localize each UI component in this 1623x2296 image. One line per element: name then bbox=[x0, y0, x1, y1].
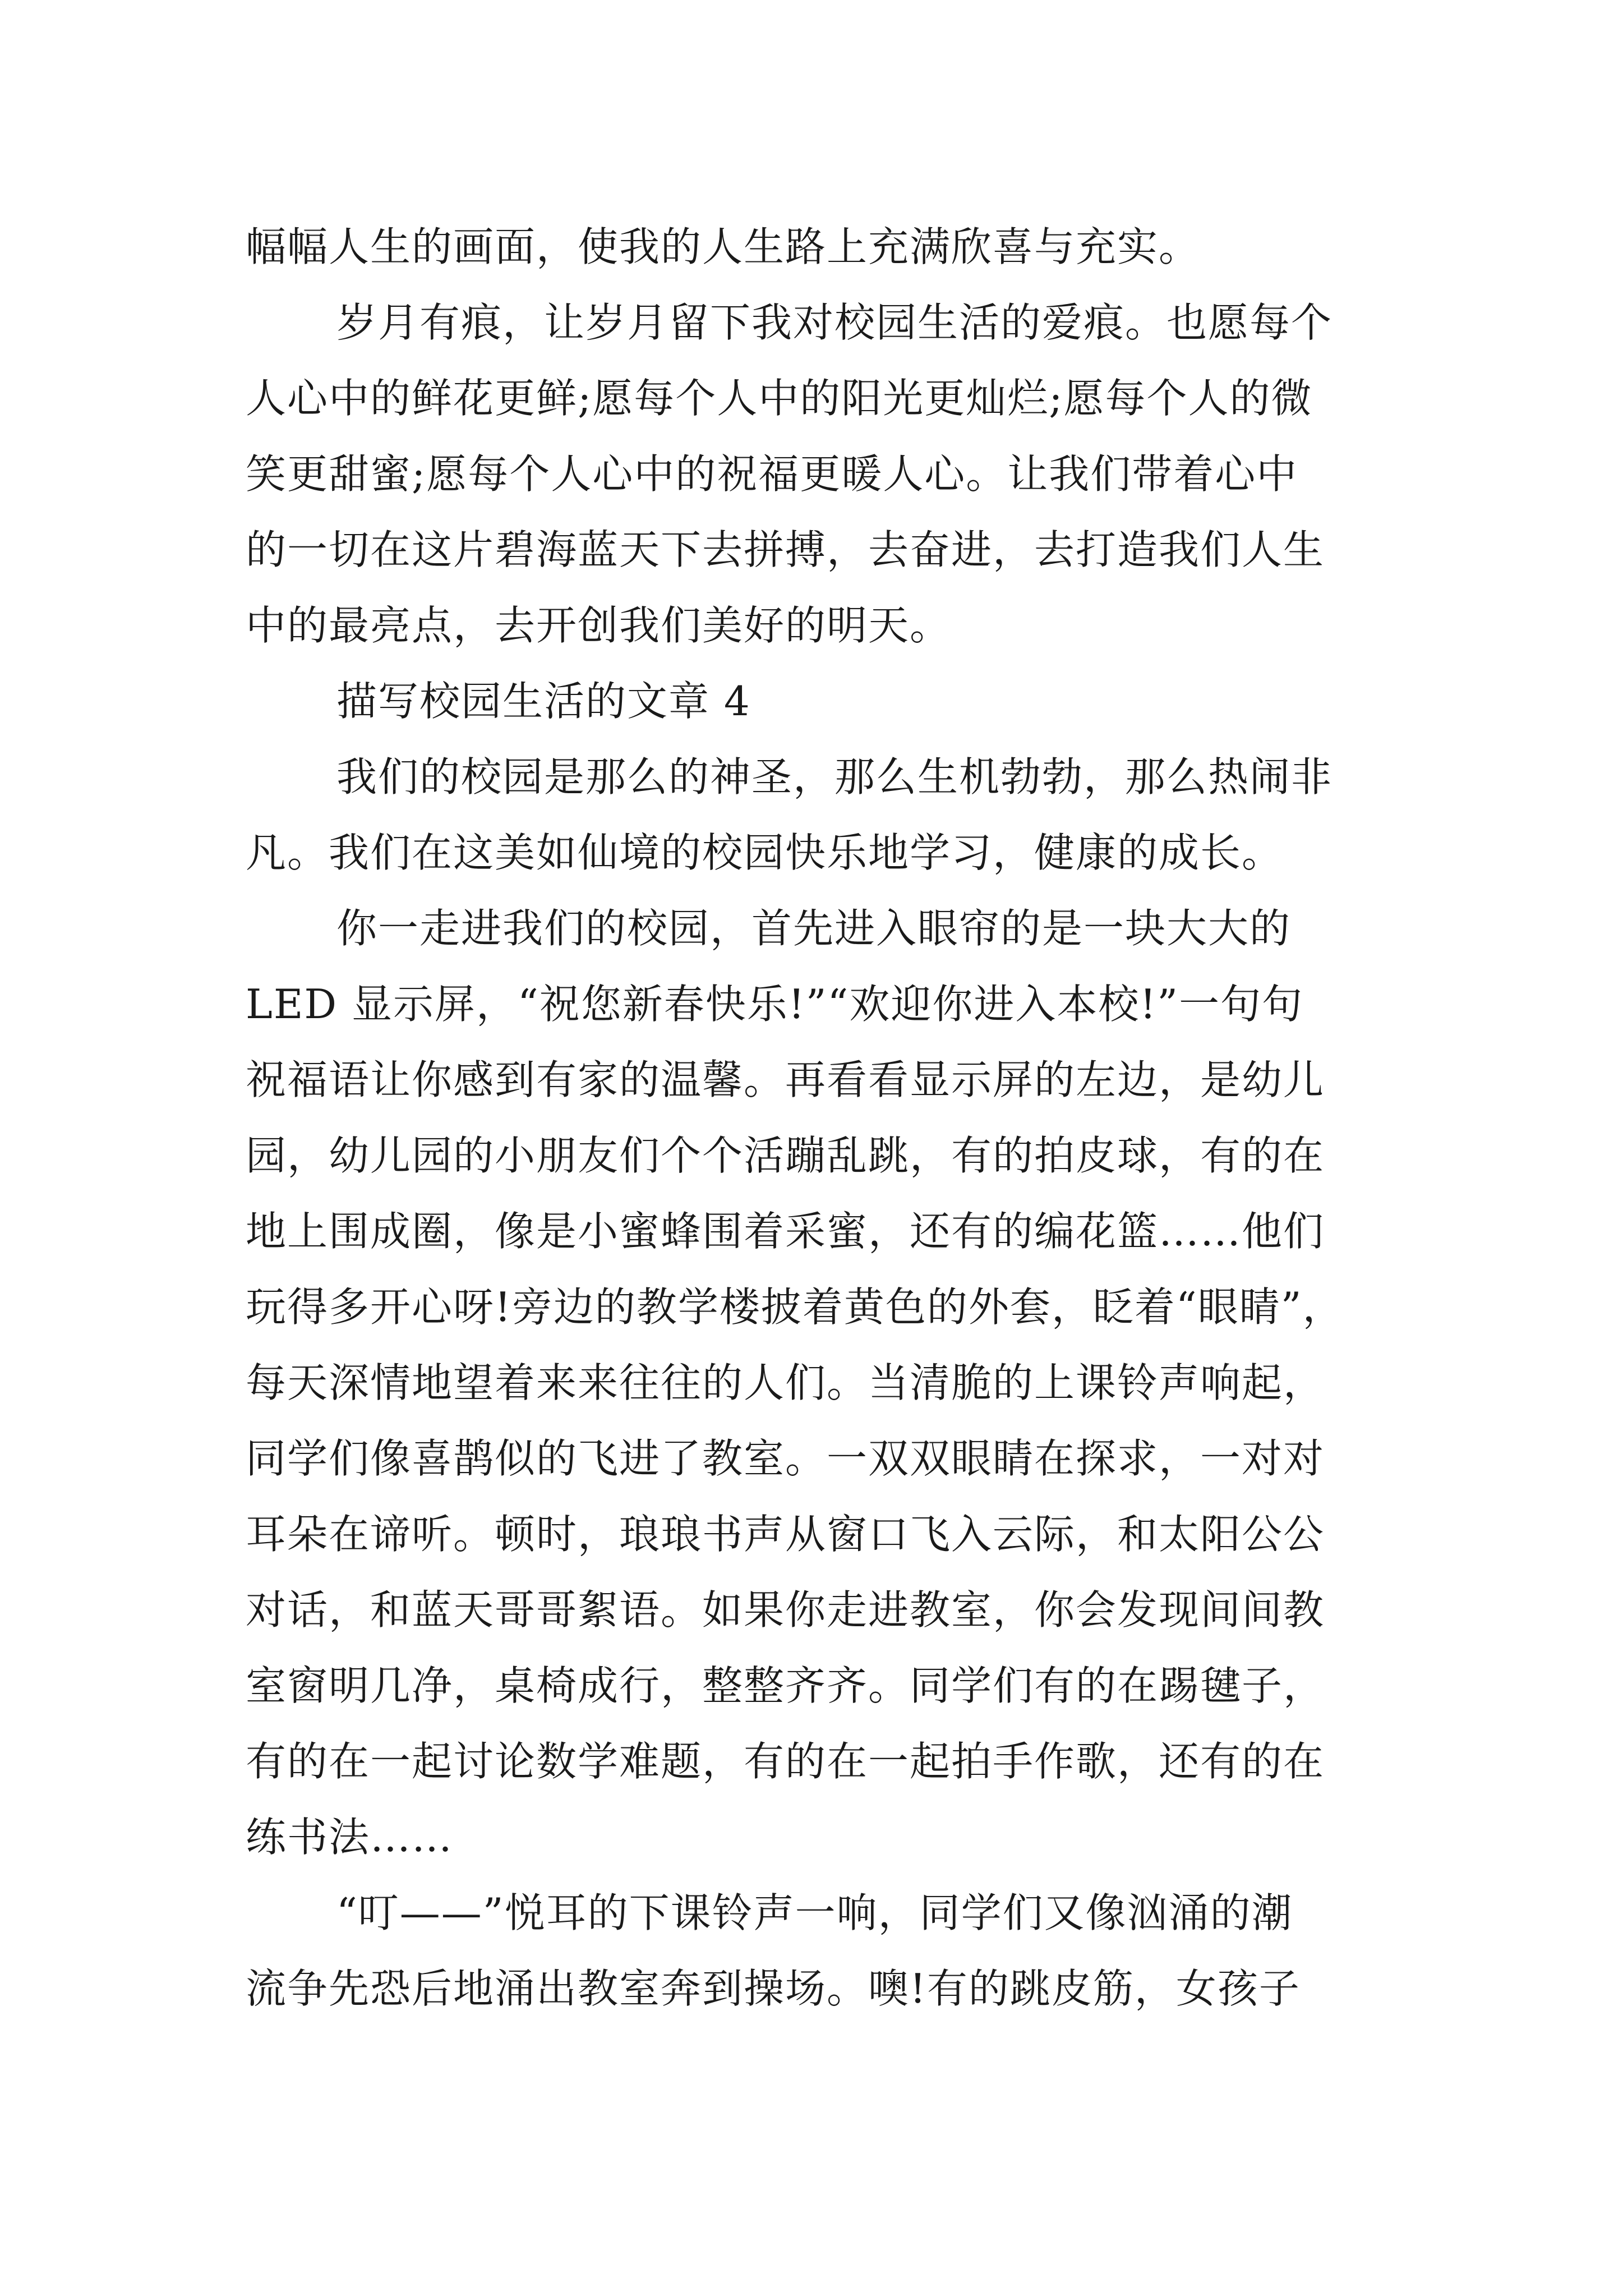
section-heading: 描写校园生活的文章 4 bbox=[336, 678, 751, 725]
text-line: 每天深情地望着来来往往的人们。当清脆的上课铃声响起， bbox=[246, 1359, 1325, 1406]
text-line: 有的在一起讨论数学难题，有的在一起拍手作歌，还有的在 bbox=[246, 1738, 1325, 1785]
text-line: 人心中的鲜花更鲜;愿每个人中的阳光更灿烂;愿每个人的微 bbox=[246, 375, 1313, 422]
text-line: 对话，和蓝天哥哥絮语。如果你走进教室，你会发现间间教 bbox=[246, 1586, 1325, 1634]
text-line: 室窗明几净，桌椅成行，整整齐齐。同学们有的在踢毽子， bbox=[246, 1662, 1325, 1709]
text-line: 耳朵在谛听。顿时，琅琅书声从窗口飞入云际，和太阳公公 bbox=[246, 1511, 1325, 1558]
paragraph-first-line: 岁月有痕，让岁月留下我对校园生活的爱痕。也愿每个 bbox=[336, 299, 1333, 346]
text-line: 同学们像喜鹊似的飞进了教室。一双双眼睛在探求，一对对 bbox=[246, 1435, 1325, 1482]
text-line: 笑更甜蜜;愿每个人心中的祝福更暖人心。让我们带着心中 bbox=[246, 450, 1298, 498]
text-line: 流争先恐后地涌出教室奔到操场。噢!有的跳皮筋，女孩子 bbox=[246, 1965, 1301, 2012]
text-line: 中的最亮点，去开创我们美好的明天。 bbox=[246, 602, 952, 649]
text-line: 的一切在这片碧海蓝天下去拼搏，去奋进，去打造我们人生 bbox=[246, 526, 1325, 573]
text-line: 祝福语让你感到有家的温馨。再看看显示屏的左边，是幼儿 bbox=[246, 1056, 1325, 1103]
paragraph-first-line: “叮——”悦耳的下课铃声一响，同学们又像汹涌的潮 bbox=[336, 1889, 1293, 1936]
text-line: 凡。我们在这美如仙境的校园快乐地学习，健康的成长。 bbox=[246, 829, 1284, 876]
text-line: 幅幅人生的画面，使我的人生路上充满欣喜与充实。 bbox=[246, 223, 1201, 270]
text-line: 玩得多开心呀!旁边的教学楼披着黄色的外套，眨着“眼睛”， bbox=[246, 1283, 1344, 1331]
text-line: LED 显示屏，“祝您新春快乐!”“欢迎你进入本校!”一句句 bbox=[246, 981, 1304, 1028]
paragraph-first-line: 我们的校园是那么的神圣，那么生机勃勃，那么热闹非 bbox=[336, 753, 1333, 800]
text-line: 园，幼儿园的小朋友们个个活蹦乱跳，有的拍皮球，有的在 bbox=[246, 1132, 1325, 1179]
text-line: 练书法…… bbox=[246, 1814, 454, 1861]
paragraph-first-line: 你一走进我们的校园，首先进入眼帘的是一块大大的 bbox=[336, 905, 1292, 952]
text-line: 地上围成圈，像是小蜜蜂围着采蜜，还有的编花篮……他们 bbox=[246, 1208, 1325, 1255]
